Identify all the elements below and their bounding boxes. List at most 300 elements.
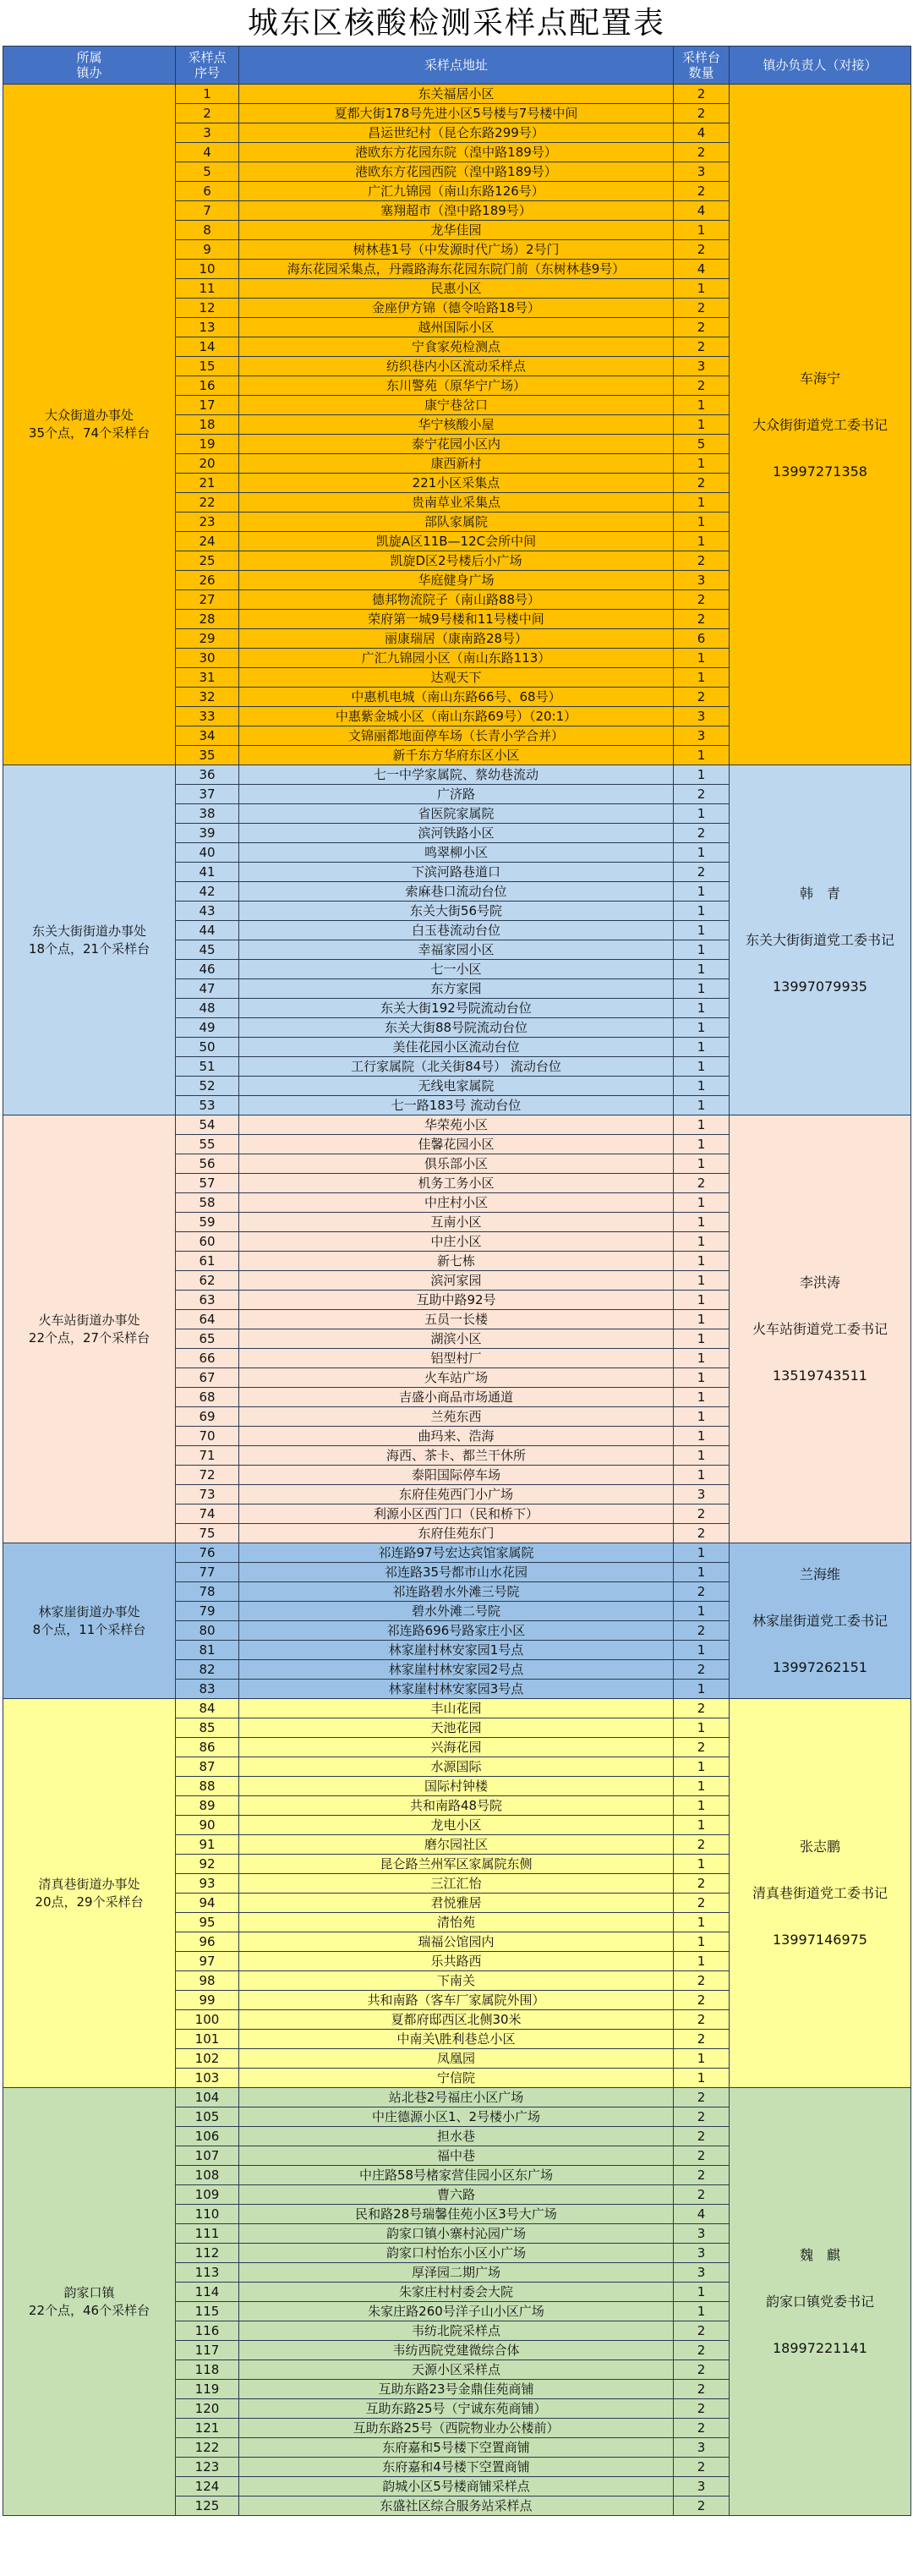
- seq-cell: 58: [176, 1193, 239, 1213]
- seq-cell: 70: [176, 1427, 239, 1446]
- count-cell: 2: [674, 1991, 730, 2010]
- count-cell: 1: [674, 765, 730, 785]
- address-cell: 兰苑东西: [239, 1407, 674, 1427]
- leader-phone: 18997221141: [773, 2340, 867, 2356]
- address-cell: 昌运世纪村（昆仑东路299号）: [239, 123, 674, 143]
- address-cell: 下滨河路巷道口: [239, 863, 674, 882]
- address-cell: 中庄路58号楮家营佳园小区东广场: [239, 2166, 674, 2185]
- address-cell: 221小区采集点: [239, 474, 674, 493]
- count-cell: 2: [674, 2321, 730, 2341]
- count-cell: 1: [674, 979, 730, 999]
- page-title: 城东区核酸检测采样点配置表: [247, 6, 665, 41]
- leader-cell: [730, 1115, 911, 1543]
- seq-cell: 65: [176, 1329, 239, 1349]
- town-cell: [3, 1115, 176, 1543]
- seq-cell: 62: [176, 1271, 239, 1291]
- count-cell: 3: [674, 1485, 730, 1504]
- count-cell: 1: [674, 902, 730, 921]
- seq-cell: 84: [176, 1699, 239, 1718]
- count-cell: 4: [674, 2205, 730, 2224]
- seq-cell: 66: [176, 1349, 239, 1368]
- seq-cell: 107: [176, 2146, 239, 2166]
- count-cell: 2: [674, 1894, 730, 1913]
- address-cell: 东盛社区综合服务站采样点: [239, 2497, 674, 2516]
- address-cell: 韵家口村怡东小区小广场: [239, 2244, 674, 2263]
- address-cell: 朱家庄村村委会大院: [239, 2283, 674, 2302]
- address-cell: 华庭健身广场: [239, 571, 674, 590]
- address-cell: 中南关\胜利巷总小区: [239, 2030, 674, 2049]
- address-cell: 林家崖村林安家园3号点: [239, 1680, 674, 1699]
- address-cell: 广汇九锦园小区（南山东路113）: [239, 649, 674, 668]
- count-cell: 2: [674, 2458, 730, 2477]
- count-cell: 2: [674, 1582, 730, 1602]
- seq-cell: 34: [176, 726, 239, 746]
- seq-cell: 56: [176, 1154, 239, 1174]
- seq-cell: 86: [176, 1738, 239, 1757]
- leader-phone: 13997262151: [773, 1659, 867, 1675]
- address-cell: 树林巷1号（中发源时代广场）2号门: [239, 240, 674, 260]
- address-cell: 吉盛小商品市场通道: [239, 1388, 674, 1407]
- address-cell: 东府嘉和5号楼下空置商铺: [239, 2438, 674, 2458]
- address-cell: 东方家园: [239, 979, 674, 999]
- count-cell: 2: [674, 1874, 730, 1894]
- seq-cell: 73: [176, 1485, 239, 1504]
- count-cell: 1: [674, 1563, 730, 1582]
- address-cell: 七一中学家属院、蔡幼巷流动: [239, 765, 674, 785]
- town-name: 东关大街街道办事处: [31, 923, 146, 939]
- seq-cell: 68: [176, 1388, 239, 1407]
- count-cell: 2: [674, 2497, 730, 2516]
- seq-cell: 7: [176, 201, 239, 221]
- count-cell: 1: [674, 1115, 730, 1135]
- leader-title: 林家崖街道党工委书记: [752, 1613, 888, 1629]
- count-cell: 2: [674, 2107, 730, 2127]
- count-cell: 2: [674, 551, 730, 571]
- seq-cell: 94: [176, 1894, 239, 1913]
- count-cell: 2: [674, 610, 730, 629]
- count-cell: 2: [674, 474, 730, 493]
- seq-cell: 22: [176, 493, 239, 512]
- seq-cell: 81: [176, 1641, 239, 1660]
- header-count: 采样台 数量: [674, 47, 730, 85]
- address-cell: 东关大街192号院流动台位: [239, 999, 674, 1018]
- count-cell: 2: [674, 824, 730, 843]
- seq-cell: 121: [176, 2419, 239, 2438]
- seq-cell: 51: [176, 1057, 239, 1077]
- count-cell: 2: [674, 785, 730, 804]
- count-cell: 3: [674, 571, 730, 590]
- seq-cell: 97: [176, 1952, 239, 1971]
- table-row: [3, 765, 911, 785]
- table-header-row: [3, 47, 911, 85]
- seq-cell: 55: [176, 1135, 239, 1154]
- seq-cell: 44: [176, 921, 239, 940]
- count-cell: 2: [674, 376, 730, 396]
- address-cell: 互助东路25号（宁诚东苑商铺）: [239, 2399, 674, 2419]
- seq-cell: 63: [176, 1291, 239, 1310]
- address-cell: 三江汇怡: [239, 1874, 674, 1894]
- address-cell: 部队家属院: [239, 512, 674, 532]
- seq-cell: 113: [176, 2263, 239, 2283]
- address-cell: 林家崖村林安家园2号点: [239, 1660, 674, 1680]
- address-cell: 滨河铁路小区: [239, 824, 674, 843]
- address-cell: 五员一长楼: [239, 1310, 674, 1329]
- seq-cell: 96: [176, 1932, 239, 1952]
- count-cell: 1: [674, 512, 730, 532]
- count-cell: 2: [674, 2380, 730, 2399]
- seq-cell: 82: [176, 1660, 239, 1680]
- address-cell: 曲玛来、浩海: [239, 1427, 674, 1446]
- address-cell: 清怡苑: [239, 1913, 674, 1932]
- seq-cell: 105: [176, 2107, 239, 2127]
- seq-cell: 9: [176, 240, 239, 260]
- address-cell: 火车站广场: [239, 1368, 674, 1388]
- header-leader: 镇办负责人（对接）: [730, 47, 911, 85]
- seq-cell: 124: [176, 2477, 239, 2497]
- count-cell: 1: [674, 415, 730, 435]
- count-cell: 1: [674, 1271, 730, 1291]
- count-cell: 1: [674, 454, 730, 474]
- seq-cell: 117: [176, 2341, 239, 2360]
- count-cell: 2: [674, 2185, 730, 2205]
- address-cell: 民和路28号瑞馨佳苑小区3号大广场: [239, 2205, 674, 2224]
- address-cell: 丽康瑞居（康南路28号）: [239, 629, 674, 649]
- count-cell: 3: [674, 2477, 730, 2497]
- count-cell: 1: [674, 1193, 730, 1213]
- count-cell: 1: [674, 1680, 730, 1699]
- count-cell: 2: [674, 1621, 730, 1641]
- count-cell: 2: [674, 299, 730, 318]
- count-cell: 1: [674, 2283, 730, 2302]
- address-cell: 祁连路35号都市山水花园: [239, 1563, 674, 1582]
- address-cell: 越州国际小区: [239, 318, 674, 337]
- seq-cell: 25: [176, 551, 239, 571]
- seq-cell: 16: [176, 376, 239, 396]
- seq-cell: 116: [176, 2321, 239, 2341]
- address-cell: 宁食家苑检测点: [239, 337, 674, 357]
- count-cell: 3: [674, 357, 730, 376]
- seq-cell: 26: [176, 571, 239, 590]
- address-cell: 铝型村厂: [239, 1349, 674, 1368]
- address-cell: 夏都府邸西区北侧30米: [239, 2010, 674, 2030]
- address-cell: 达观天下: [239, 668, 674, 688]
- seq-cell: 31: [176, 668, 239, 688]
- count-cell: 1: [674, 1718, 730, 1738]
- seq-cell: 64: [176, 1310, 239, 1329]
- count-cell: 2: [674, 1699, 730, 1718]
- seq-cell: 38: [176, 804, 239, 824]
- town-stats: 35个点，74个采样台: [28, 425, 150, 441]
- seq-cell: 10: [176, 260, 239, 279]
- address-cell: 俱乐部小区: [239, 1154, 674, 1174]
- seq-cell: 27: [176, 590, 239, 610]
- address-cell: 塞翔超市（湟中路189号）: [239, 201, 674, 221]
- seq-cell: 21: [176, 474, 239, 493]
- header-seq: 采样点 序号: [176, 47, 239, 85]
- seq-cell: 111: [176, 2224, 239, 2244]
- count-cell: 2: [674, 1504, 730, 1524]
- leader-name: 张志鹏: [799, 1839, 840, 1855]
- leader-name: 韩 青: [799, 885, 840, 902]
- town-cell: [3, 2088, 176, 2516]
- seq-cell: 71: [176, 1446, 239, 1466]
- seq-cell: 11: [176, 279, 239, 299]
- address-cell: 索麻巷口流动台位: [239, 882, 674, 902]
- count-cell: 1: [674, 1407, 730, 1427]
- count-cell: 1: [674, 493, 730, 512]
- count-cell: 2: [674, 1971, 730, 1991]
- table-row: [3, 1699, 911, 1718]
- seq-cell: 28: [176, 610, 239, 629]
- address-cell: 共和南路48号院: [239, 1796, 674, 1816]
- seq-cell: 80: [176, 1621, 239, 1641]
- table-row: [3, 2088, 911, 2107]
- count-cell: 1: [674, 1952, 730, 1971]
- count-cell: 2: [674, 104, 730, 123]
- count-cell: 1: [674, 1777, 730, 1796]
- count-cell: 2: [674, 1835, 730, 1855]
- seq-cell: 83: [176, 1680, 239, 1699]
- count-cell: 2: [674, 318, 730, 337]
- count-cell: 2: [674, 1174, 730, 1193]
- count-cell: 2: [674, 2030, 730, 2049]
- seq-cell: 115: [176, 2302, 239, 2321]
- count-cell: 1: [674, 940, 730, 960]
- address-cell: 祁连路碧水外滩三号院: [239, 1582, 674, 1602]
- count-cell: 2: [674, 143, 730, 162]
- seq-cell: 120: [176, 2399, 239, 2419]
- seq-cell: 90: [176, 1816, 239, 1835]
- address-cell: 康宁巷岔口: [239, 396, 674, 415]
- seq-cell: 104: [176, 2088, 239, 2107]
- count-cell: 1: [674, 532, 730, 551]
- address-cell: 中惠紫金城小区（南山东路69号）（20:1）: [239, 707, 674, 726]
- count-cell: 1: [674, 1252, 730, 1271]
- count-cell: 1: [674, 1291, 730, 1310]
- seq-cell: 75: [176, 1524, 239, 1543]
- count-cell: 3: [674, 726, 730, 746]
- count-cell: 1: [674, 1077, 730, 1096]
- count-cell: 1: [674, 2302, 730, 2321]
- count-cell: 1: [674, 649, 730, 668]
- town-cell: [3, 1543, 176, 1699]
- town-stats: 22个点，27个采样台: [28, 1329, 150, 1346]
- leader-title: 大众街街道党工委书记: [752, 416, 888, 433]
- address-cell: 祁连路97号宏达宾馆家属院: [239, 1543, 674, 1563]
- address-cell: 磨尔园社区: [239, 1835, 674, 1855]
- address-cell: 港欧东方花园东院（湟中路189号）: [239, 143, 674, 162]
- leader-title: 清真巷街道党工委书记: [752, 1885, 888, 1901]
- address-cell: 韵家口镇小寨村沁园广场: [239, 2224, 674, 2244]
- header-address: 采样点地址: [239, 47, 674, 85]
- address-cell: 泰宁花园小区内: [239, 435, 674, 454]
- count-cell: 1: [674, 1543, 730, 1563]
- seq-cell: 33: [176, 707, 239, 726]
- seq-cell: 87: [176, 1757, 239, 1777]
- address-cell: 港欧东方花园西院（湟中路189号）: [239, 162, 674, 182]
- address-cell: 昆仑路兰州军区家属院东侧: [239, 1855, 674, 1874]
- count-cell: 1: [674, 668, 730, 688]
- table-body: [3, 85, 911, 2516]
- address-cell: 湖滨小区: [239, 1329, 674, 1349]
- seq-cell: 20: [176, 454, 239, 474]
- address-cell: 担水巷: [239, 2127, 674, 2146]
- address-cell: 鸣翠柳小区: [239, 843, 674, 863]
- count-cell: 2: [674, 2146, 730, 2166]
- address-cell: 宁信院: [239, 2069, 674, 2088]
- address-cell: 东府佳苑东门: [239, 1524, 674, 1543]
- count-cell: 1: [674, 1602, 730, 1621]
- address-cell: 国际村钟楼: [239, 1777, 674, 1796]
- seq-cell: 19: [176, 435, 239, 454]
- leader-cell: [730, 1699, 911, 2088]
- address-cell: 福中巷: [239, 2146, 674, 2166]
- seq-cell: 49: [176, 1018, 239, 1038]
- seq-cell: 39: [176, 824, 239, 843]
- count-cell: 1: [674, 1816, 730, 1835]
- count-cell: 1: [674, 221, 730, 240]
- count-cell: 2: [674, 337, 730, 357]
- count-cell: 1: [674, 1427, 730, 1446]
- address-cell: 新千东方华府东区小区: [239, 746, 674, 765]
- seq-cell: 76: [176, 1543, 239, 1563]
- address-cell: 中惠机电城（南山东路66号、68号）: [239, 688, 674, 707]
- address-cell: 佳馨花园小区: [239, 1135, 674, 1154]
- leader-cell: [730, 765, 911, 1115]
- seq-cell: 57: [176, 1174, 239, 1193]
- seq-cell: 61: [176, 1252, 239, 1271]
- count-cell: 1: [674, 843, 730, 863]
- count-cell: 2: [674, 863, 730, 882]
- address-cell: 广汇九锦园（南山东路126号）: [239, 182, 674, 201]
- seq-cell: 114: [176, 2283, 239, 2302]
- address-cell: 祁连路696号路家庄小区: [239, 1621, 674, 1641]
- address-cell: 美佳花园小区流动台位: [239, 1038, 674, 1057]
- count-cell: 1: [674, 746, 730, 765]
- table-row: [3, 85, 911, 104]
- seq-cell: 125: [176, 2497, 239, 2516]
- seq-cell: 18: [176, 415, 239, 435]
- count-cell: 3: [674, 2438, 730, 2458]
- address-cell: 东关大街88号院流动台位: [239, 1018, 674, 1038]
- town-name: 韵家口镇: [63, 2284, 115, 2300]
- seq-cell: 91: [176, 1835, 239, 1855]
- seq-cell: 78: [176, 1582, 239, 1602]
- address-cell: 林家崖村林安家园1号点: [239, 1641, 674, 1660]
- leader-phone: 13997079935: [773, 978, 867, 995]
- seq-cell: 37: [176, 785, 239, 804]
- address-cell: 曹六路: [239, 2185, 674, 2205]
- count-cell: 5: [674, 435, 730, 454]
- seq-cell: 54: [176, 1115, 239, 1135]
- leader-cell: [730, 1543, 911, 1699]
- address-cell: 中庄小区: [239, 1232, 674, 1252]
- address-cell: 海西、茶卡、都兰干休所: [239, 1446, 674, 1466]
- count-cell: 1: [674, 999, 730, 1018]
- seq-cell: 72: [176, 1466, 239, 1485]
- count-cell: 3: [674, 2224, 730, 2244]
- address-cell: 东府佳苑西门小广场: [239, 1485, 674, 1504]
- address-cell: 韦纺北院采样点: [239, 2321, 674, 2341]
- seq-cell: 36: [176, 765, 239, 785]
- count-cell: 1: [674, 1349, 730, 1368]
- count-cell: 1: [674, 1446, 730, 1466]
- address-cell: 文锦丽都地面停车场（长青小学合并）: [239, 726, 674, 746]
- seq-cell: 110: [176, 2205, 239, 2224]
- count-cell: 4: [674, 260, 730, 279]
- address-cell: 碧水外滩二号院: [239, 1602, 674, 1621]
- count-cell: 1: [674, 1096, 730, 1115]
- seq-cell: 53: [176, 1096, 239, 1115]
- address-cell: 七一小区: [239, 960, 674, 979]
- town-cell: [3, 85, 176, 765]
- leader-phone: 13997271358: [773, 463, 867, 480]
- leader-phone: 13997146975: [773, 1932, 867, 1948]
- address-cell: 站北巷2号福庄小区广场: [239, 2088, 674, 2107]
- leader-name: 兰海维: [799, 1566, 840, 1582]
- seq-cell: 108: [176, 2166, 239, 2185]
- count-cell: 3: [674, 162, 730, 182]
- address-cell: 天池花园: [239, 1718, 674, 1738]
- address-cell: 无线电家属院: [239, 1077, 674, 1096]
- address-cell: 东川警苑（原华宁广场）: [239, 376, 674, 396]
- count-cell: 2: [674, 2360, 730, 2380]
- address-cell: 荣府第一城9号楼和11号楼中间: [239, 610, 674, 629]
- address-cell: 滨河家园: [239, 1271, 674, 1291]
- count-cell: 1: [674, 1796, 730, 1816]
- address-cell: 凯旋D区2号楼后小广场: [239, 551, 674, 571]
- town-name: 大众街道办事处: [44, 408, 134, 423]
- seq-cell: 24: [176, 532, 239, 551]
- seq-cell: 45: [176, 940, 239, 960]
- address-cell: 互南小区: [239, 1213, 674, 1232]
- address-cell: 夏都大街178号先进小区5号楼与7号楼中间: [239, 104, 674, 123]
- seq-cell: 112: [176, 2244, 239, 2263]
- seq-cell: 118: [176, 2360, 239, 2380]
- seq-cell: 12: [176, 299, 239, 318]
- seq-cell: 52: [176, 1077, 239, 1096]
- count-cell: 3: [674, 2244, 730, 2263]
- count-cell: 1: [674, 1388, 730, 1407]
- address-cell: 幸福家园小区: [239, 940, 674, 960]
- seq-cell: 67: [176, 1368, 239, 1388]
- count-cell: 6: [674, 629, 730, 649]
- seq-cell: 103: [176, 2069, 239, 2088]
- seq-cell: 102: [176, 2049, 239, 2069]
- address-cell: 省医院家属院: [239, 804, 674, 824]
- count-cell: 1: [674, 1466, 730, 1485]
- count-cell: 1: [674, 1932, 730, 1952]
- seq-cell: 89: [176, 1796, 239, 1816]
- count-cell: 1: [674, 1757, 730, 1777]
- count-cell: 2: [674, 2399, 730, 2419]
- count-cell: 1: [674, 921, 730, 940]
- seq-cell: 14: [176, 337, 239, 357]
- seq-cell: 30: [176, 649, 239, 668]
- count-cell: 2: [674, 1738, 730, 1757]
- seq-cell: 122: [176, 2438, 239, 2458]
- seq-cell: 1: [176, 85, 239, 104]
- count-cell: 2: [674, 2341, 730, 2360]
- address-cell: 东府嘉和4号楼下空置商铺: [239, 2458, 674, 2477]
- count-cell: 1: [674, 1154, 730, 1174]
- count-cell: 1: [674, 1368, 730, 1388]
- address-cell: 互助中路92号: [239, 1291, 674, 1310]
- count-cell: 2: [674, 2088, 730, 2107]
- leader-phone: 13519743511: [773, 1367, 867, 1384]
- address-cell: 东关大街56号院: [239, 902, 674, 921]
- seq-cell: 6: [176, 182, 239, 201]
